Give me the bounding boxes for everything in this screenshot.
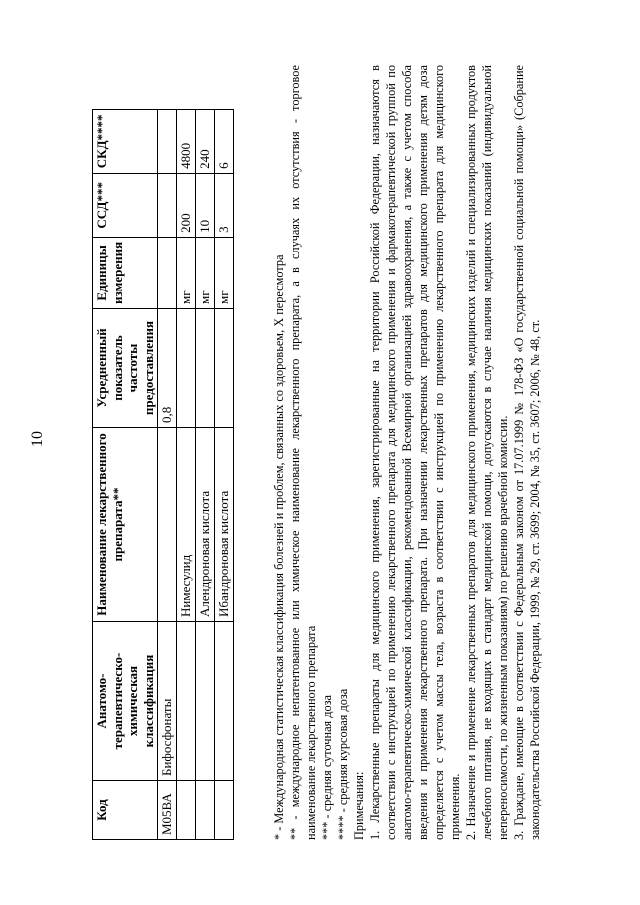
footnote-icd: * - Международная статистическая классификация болезней и проблем, связанных со здоровьем, X пересмотра [272,254,286,840]
cell-skd [158,109,177,173]
note-item: 2. Назначение и применение лекарственных препаратов для медицинского применения, медицинских изделий и специализированных продуктов лечебного питания, не входящих в стандарт медицинской помощи, допускаются в случае наличия медицинских показаний (индивидуальной непереносимости, по жизненным показаниям) по решению врачебной комиссии. [463,65,510,840]
cell-frequency [177,309,196,428]
cell-units: мг [177,237,196,308]
page-number: 10 [29,431,46,447]
cell-code: М05ВА [158,781,177,840]
footnote-drug-name: ** - международное непатентованное или химическое наименование лекарственного препарата, а в случаях их отсутствия - торговое наименование лекарственного препарата [287,65,318,840]
table-row [158,109,177,839]
table-header-row [93,109,158,839]
cell-ssd: 200 [177,173,196,237]
cell-drug: Алендроновая кислота [196,428,215,622]
notes-section [272,65,544,840]
header-units: Единицы измерения [93,237,158,308]
cell-atc [177,622,196,781]
cell-drug [158,428,177,622]
footnote-skd: **** - средняя курсовая доза [335,688,350,840]
table-row [196,109,215,839]
header-ssd: ССД*** [93,173,158,237]
header-skd: СКД**** [93,109,158,173]
footnote-ssd: *** - средняя суточная доза [319,695,334,840]
cell-atc [215,622,234,781]
cell-ssd [158,173,177,237]
table-row [215,109,234,839]
cell-frequency [215,309,234,428]
notes-title: Примечания: [351,771,366,840]
cell-ssd: 3 [215,173,234,237]
cell-units: мг [196,237,215,308]
cell-atc [196,622,215,781]
header-frequency: Усредненный показатель частоты предоставления [93,309,158,428]
cell-ssd: 10 [196,173,215,237]
note-item: 1. Лекарственные препараты для медицинского применения, зарегистрированные на территории Российской Федерации, назначаются в соответствии с инструкцией по применению лекарственного препарата для медицинского применения и фармакотерапевтической группой по анатомо-терапевтическо-химической классификации, рекомендованной Всемирной организацией здравоохранения, а также с учетом способа введения и применения лекарственного препарата. При назначении лекарственных препаратов для медицинского применения детям доза определяется с учетом массы тела, возраста в соответствии с инструкцией по применению лекарственного препарата для медицинского применения. [367,65,462,840]
cell-frequency [196,309,215,428]
cell-skd: 6 [215,109,234,173]
cell-code [196,781,215,840]
header-drug-name: Наименование лекарственного препарата** [93,428,158,622]
cell-skd: 240 [196,109,215,173]
cell-drug: Нимесулид [177,428,196,622]
cell-atc: Бифосфонаты [158,622,177,781]
header-code: Код [93,781,158,840]
cell-drug: Ибандроновая кислота [215,428,234,622]
drug-standard-table [92,109,234,840]
cell-units: мг [215,237,234,308]
cell-units [158,237,177,308]
cell-frequency: 0,8 [158,309,177,428]
note-item: 3. Граждане, имеющие в соответствии с Федеральным законом от 17.07.1999 № 178-ФЗ «О государственной социальной помощи» (Собрание законодательства Российской Федерации, 1999, № 29, ст. 3699; 2004, № 35, ст. 3607; 2006, № 48, ст. [511,65,542,840]
header-atc-classification: Анатомо-терапевтическо-химическая классификация [93,622,158,781]
cell-code [177,781,196,840]
cell-code [215,781,234,840]
cell-skd: 4800 [177,109,196,173]
table-row [177,109,196,839]
